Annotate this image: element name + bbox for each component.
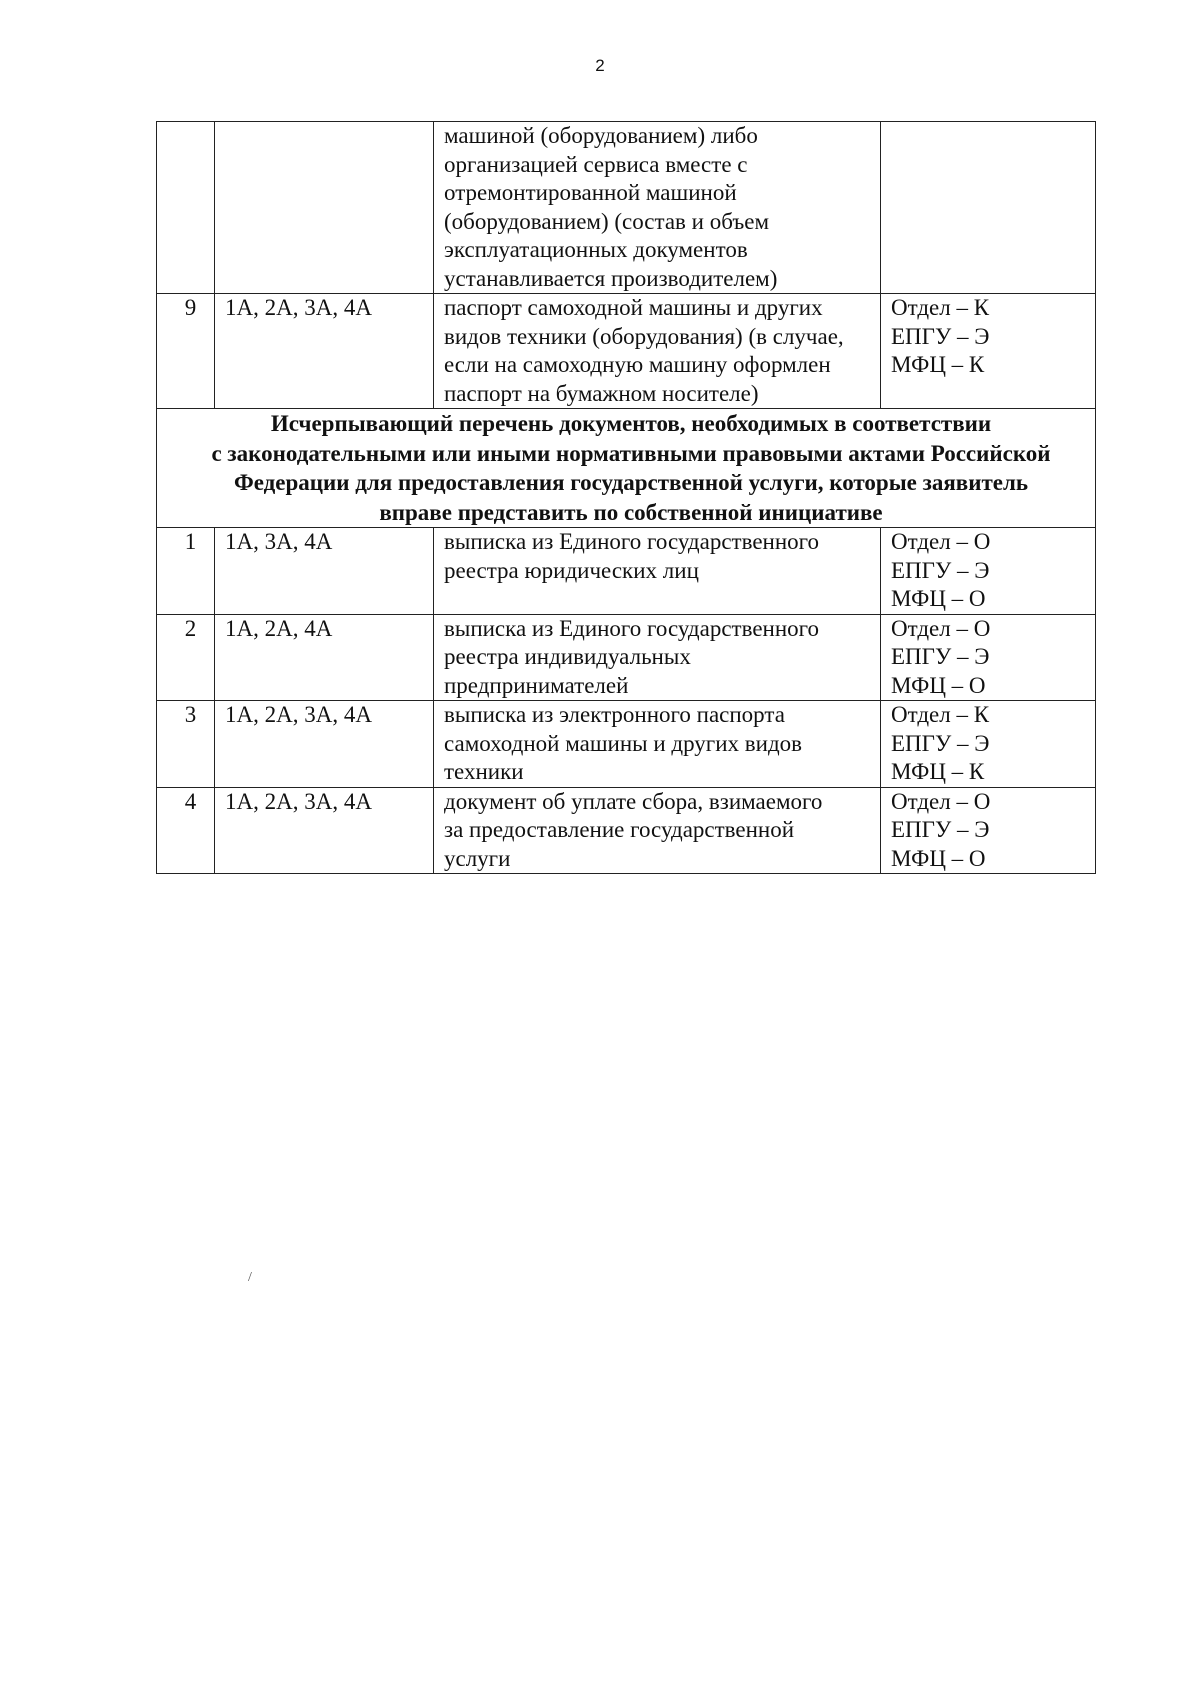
row-channels-cell bbox=[881, 294, 1096, 409]
description-line: услуги bbox=[444, 845, 511, 871]
channel-line: ЕПГУ – Э bbox=[891, 323, 990, 349]
section-title-line: вправе представить по собственной инициативе bbox=[379, 499, 883, 525]
section-title-line: с законодательными или иными нормативными правовыми актами Российской bbox=[211, 440, 1051, 466]
channel-line: ЕПГУ – Э bbox=[891, 557, 990, 583]
table-row-continued bbox=[157, 122, 1096, 294]
channel-line: МФЦ – К bbox=[891, 352, 985, 377]
channel-line: МФЦ – О bbox=[891, 672, 986, 698]
scan-artifact-mark: / bbox=[248, 1270, 252, 1285]
description-line: если на самоходную машину оформлен bbox=[444, 352, 831, 377]
description-line: выписка из электронного паспорта bbox=[444, 702, 785, 727]
row-codes-cell: 1А, 3А, 4А bbox=[215, 528, 434, 615]
section-title-line: Исчерпывающий перечень документов, необходимых в соответствии bbox=[270, 411, 992, 436]
table-row-9 bbox=[157, 294, 1096, 409]
description-line: техники bbox=[444, 759, 524, 784]
description-line: документ об уплате сбора, взимаемого bbox=[444, 788, 823, 814]
table-row bbox=[157, 614, 1096, 701]
table-row bbox=[157, 528, 1096, 615]
channel-line: Отдел – О bbox=[891, 615, 991, 641]
description-line: выписка из Единого государственного bbox=[444, 529, 820, 554]
row-channels-cell bbox=[881, 122, 1096, 294]
section-header-row bbox=[157, 409, 1096, 528]
channel-line: Отдел – К bbox=[891, 702, 990, 727]
row-channels-cell bbox=[881, 528, 1096, 615]
row-description-cell bbox=[434, 294, 881, 409]
documents-table bbox=[156, 121, 1096, 874]
row-description-cell bbox=[434, 614, 881, 701]
row-channels-cell bbox=[881, 614, 1096, 701]
description-line: организацией сервиса вместе с bbox=[444, 151, 748, 177]
row-codes-cell bbox=[215, 122, 434, 294]
row-channels-cell bbox=[881, 787, 1096, 874]
description-line: эксплуатационных документов bbox=[444, 237, 748, 262]
row-codes-cell: 1А, 2А, 3А, 4А bbox=[215, 701, 434, 788]
description-line: (оборудованием) (состав и объем bbox=[444, 208, 770, 234]
row-number-cell: 2 bbox=[157, 614, 215, 701]
row-channels-cell bbox=[881, 701, 1096, 788]
description-line: устанавливается производителем) bbox=[444, 265, 778, 291]
row-description-cell bbox=[434, 528, 881, 615]
channel-line: МФЦ – К bbox=[891, 759, 985, 784]
channel-line: МФЦ – О bbox=[891, 845, 986, 871]
channel-line: ЕПГУ – Э bbox=[891, 817, 990, 842]
row-number-cell: 1 bbox=[157, 528, 215, 615]
channel-line: ЕПГУ – Э bbox=[891, 644, 990, 669]
description-line: видов техники (оборудования) (в случае, bbox=[444, 323, 844, 349]
description-line: паспорт на бумажном носителе) bbox=[444, 380, 759, 406]
description-line: отремонтированной машиной bbox=[444, 180, 737, 205]
description-line: реестра индивидуальных bbox=[444, 644, 691, 669]
table-row bbox=[157, 787, 1096, 874]
page-number: 2 bbox=[595, 56, 605, 75]
row-codes-cell: 1А, 2А, 3А, 4А bbox=[215, 294, 434, 409]
channel-line: Отдел – К bbox=[891, 295, 990, 320]
section-title-line: Федерации для предоставления государственной услуги, которые заявитель bbox=[233, 470, 1029, 495]
row-codes-cell: 1А, 2А, 4А bbox=[215, 614, 434, 701]
channel-line: Отдел – О bbox=[891, 529, 991, 554]
description-line: самоходной машины и других видов bbox=[444, 730, 803, 756]
row-number-cell: 4 bbox=[157, 787, 215, 874]
row-number-cell: 9 bbox=[157, 294, 215, 409]
section-header bbox=[157, 409, 1096, 528]
description-line: паспорт самоходной машины и других bbox=[444, 295, 823, 320]
description-line: выписка из Единого государственного bbox=[444, 615, 820, 641]
channel-line: ЕПГУ – Э bbox=[891, 730, 990, 756]
description-line: машиной (оборудованием) либо bbox=[444, 123, 758, 148]
row-number-cell: 3 bbox=[157, 701, 215, 788]
row-description-cell bbox=[434, 701, 881, 788]
description-line: предпринимателей bbox=[444, 672, 629, 698]
description-line: за предоставление государственной bbox=[444, 817, 795, 842]
row-codes-cell: 1А, 2А, 3А, 4А bbox=[215, 787, 434, 874]
row-number-cell bbox=[157, 122, 215, 294]
row-description-cell bbox=[434, 787, 881, 874]
channel-line: МФЦ – О bbox=[891, 586, 986, 611]
table-row bbox=[157, 701, 1096, 788]
description-line: реестра юридических лиц bbox=[444, 557, 699, 583]
row-description-cell bbox=[434, 122, 881, 294]
channel-line: Отдел – О bbox=[891, 788, 991, 814]
